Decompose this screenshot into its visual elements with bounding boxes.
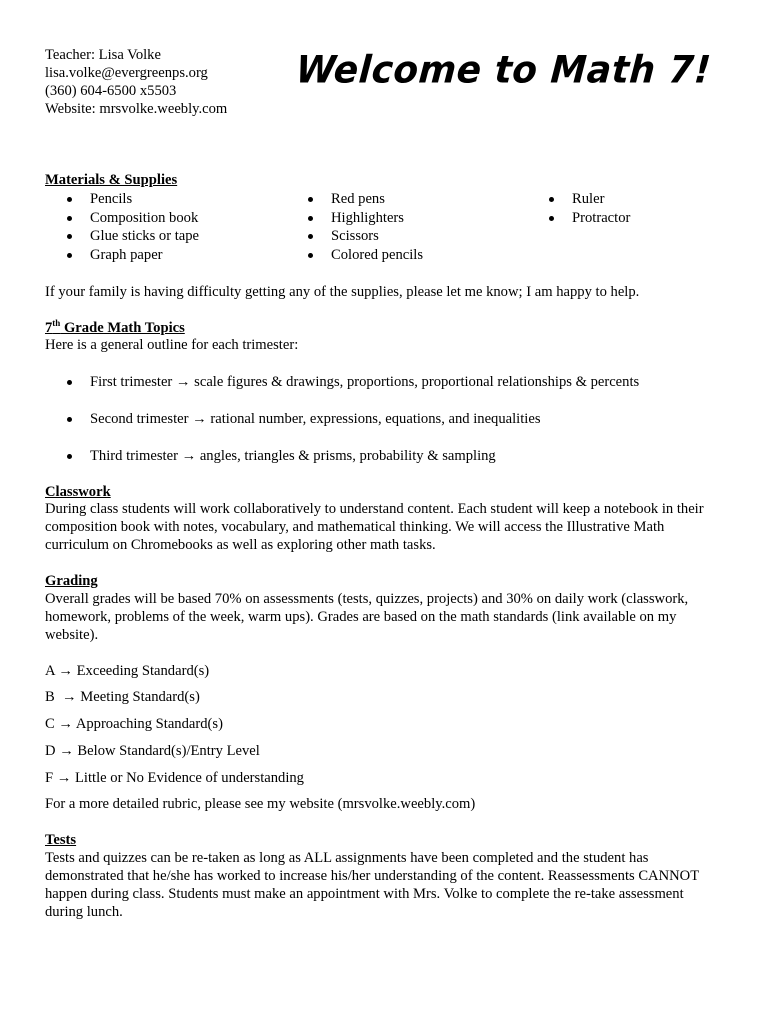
list-item: Glue sticks or tape [45, 227, 199, 246]
topics-title-suffix: th [52, 318, 61, 329]
grade-scale-item: A → Exceeding Standard(s) [45, 663, 210, 679]
page-title: Welcome to Math 7! [294, 48, 713, 93]
grade-scale-item: C → Approaching Standard(s) [45, 716, 223, 732]
classwork-text: During class students will work collaboratively to understand content. Each student will keep a notebook in their composition book with notes, vocabulary, and mathematical thinking. We will access the Illustrative Math curriculum on Chromebooks as well as exploring other math tasks. [45, 501, 704, 553]
materials-col-1 [45, 190, 199, 265]
list-item: Pencils [45, 190, 199, 209]
list-item: Composition book [45, 209, 199, 228]
teacher-website: Website: mrsvolke.weebly.com [45, 101, 228, 117]
topics-title-number: 7 [45, 320, 53, 336]
grade-scale-item: F → Little or No Evidence of understanding [45, 770, 304, 786]
grade-scale-item: B → Meeting Standard(s) [45, 689, 200, 705]
topic-item [45, 447, 496, 465]
list-item: Protractor [527, 209, 630, 228]
classwork-title: Classwork [45, 484, 111, 500]
list-item: Red pens [286, 190, 423, 209]
topic-item [45, 410, 541, 428]
list-item: Ruler [527, 190, 630, 209]
teacher-contact [45, 46, 227, 118]
tests-text: Tests and quizzes can be re-taken as long as ALL assignments have been completed and the student has demonstrated that he/she has worked to increase his/her understanding of the content. Reassessments CANNOT happen during class. Students must make an appointment with Mrs. Volke to complete the re-take assessment during lunch. [45, 850, 699, 920]
bullet-icon [67, 417, 72, 422]
list-item: Scissors [286, 227, 423, 246]
bullet-icon [67, 380, 72, 385]
grade-scale-item: D → Below Standard(s)/Entry Level [45, 743, 260, 759]
tests-title: Tests [45, 832, 77, 848]
materials-title: Materials & Supplies [45, 172, 178, 188]
topics-title-text: Grade Math Topics [60, 320, 185, 336]
topic-text: Third trimester → angles, triangles & prisms, probability & sampling [90, 448, 496, 464]
topics-intro: Here is a general outline for each trimester: [45, 337, 299, 353]
topic-text: Second trimester → rational number, expressions, equations, and inequalities [90, 411, 541, 427]
list-item: Colored pencils [286, 246, 423, 265]
grading-text: Overall grades will be based 70% on assessments (tests, quizzes, projects) and 30% on daily work (classwork, homework, problems of the week, warm ups). Grades are based on the math standards (link available on my website). [45, 591, 689, 643]
materials-col-2 [286, 190, 423, 265]
teacher-name: Teacher: Lisa Volke [45, 47, 161, 63]
list-item: Graph paper [45, 246, 199, 265]
materials-col-3 [527, 190, 630, 227]
rubric-note: For a more detailed rubric, please see my website (mrsvolke.weebly.com) [45, 796, 476, 812]
list-item: Highlighters [286, 209, 423, 228]
supplies-note: If your family is having difficulty getting any of the supplies, please let me know; I am happy to help. [45, 284, 640, 300]
bullet-icon [67, 454, 72, 459]
grading-title: Grading [45, 573, 98, 589]
topic-item [45, 373, 639, 391]
teacher-email: lisa.volke@evergreenps.org [45, 65, 208, 81]
topics-title [45, 319, 185, 337]
topic-text: First trimester → scale figures & drawings, proportions, proportional relationships & percents [90, 374, 640, 390]
teacher-phone: (360) 604-6500 x5503 [45, 83, 177, 99]
